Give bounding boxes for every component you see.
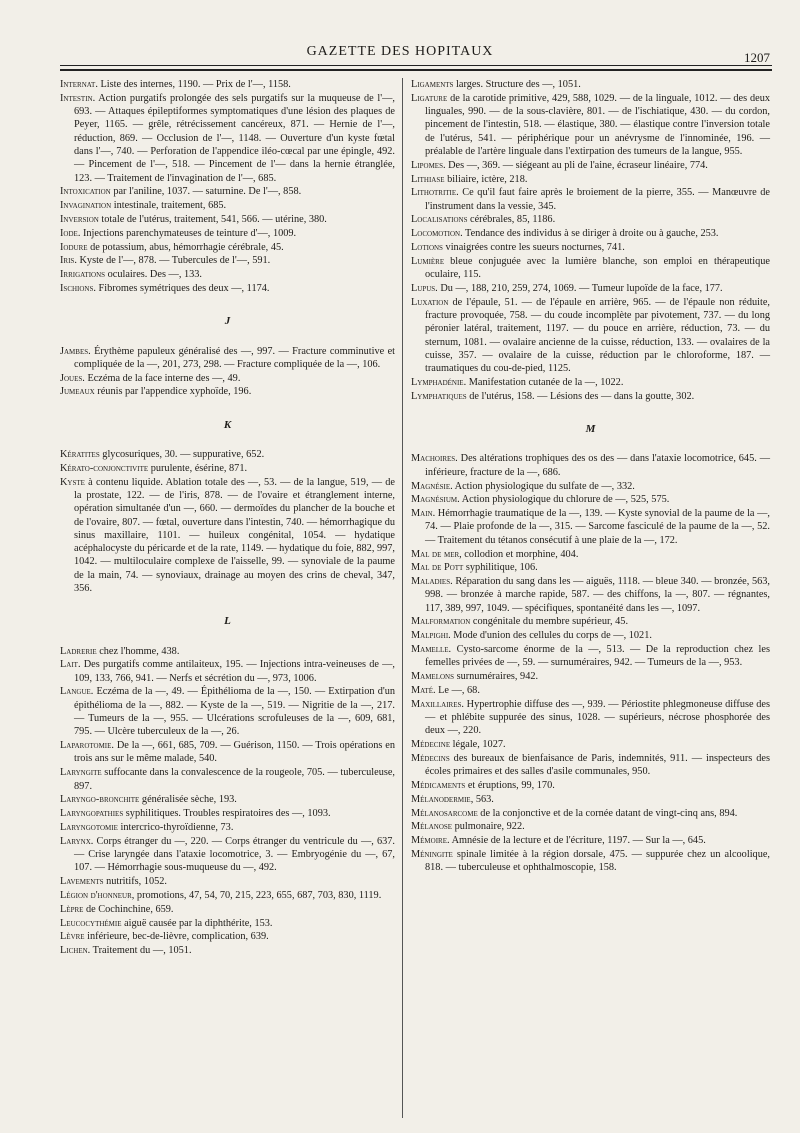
entry-headword: Maté.: [411, 684, 436, 696]
index-entry: [60, 448, 395, 461]
index-entry: [411, 296, 770, 376]
entry-headword: Mélanose: [411, 821, 453, 833]
entry-text: Corps étranger du —, 220. — Corps étranger du ventricule du —, 637. — Crise laryngée dans l'ataxie locomotrice, 3. — Embryogénie du —, 67, 107. — Hémorrhagie sous-muqueuse du —, 492.: [74, 835, 395, 874]
entry-headword: Iris.: [60, 255, 77, 267]
left-column: [60, 78, 395, 958]
entry-text: syphilitique, 106.: [463, 562, 538, 574]
entry-text: réunis par l'appendice xyphoïde, 196.: [94, 386, 252, 398]
entry-text: intercrico-thyroïdienne, 73.: [117, 821, 234, 833]
entry-headword: Lavements: [60, 876, 104, 888]
index-entry: [60, 92, 395, 185]
entry-headword: Médicaments: [411, 780, 466, 792]
entry-text: collodion et morphine, 404.: [461, 548, 579, 560]
index-entry: [411, 629, 770, 642]
entry-headword: Kyste: [60, 476, 85, 488]
entry-text: 563.: [473, 793, 494, 805]
entry-text: de Cochinchine, 659.: [83, 903, 174, 915]
entry-headword: Malformation: [411, 616, 471, 628]
entry-text: Des purgatifs comme antilaiteux, 195. — Injections intra-veineuses de —, 109, 133, 766, 941. — Nerfs et sécrétion du —, 973, 1006.: [74, 659, 395, 684]
entry-text: et éruptions, 99, 170.: [465, 780, 555, 792]
entry-headword: Locomotion.: [411, 228, 463, 240]
entry-headword: Laryngopathies: [60, 808, 124, 820]
entry-headword: Lipomes.: [411, 159, 446, 171]
index-entry: [60, 213, 395, 226]
entry-headword: Légion d'honneur,: [60, 889, 135, 901]
section-letter: L: [224, 615, 231, 628]
index-entry: [411, 159, 770, 172]
entry-text: inférieure, bec-de-lièvre, complication, 639.: [84, 931, 269, 943]
index-entry: [411, 493, 770, 506]
index-entry: [60, 227, 395, 240]
page-header: [0, 0, 800, 78]
entry-headword: Intestin.: [60, 92, 96, 104]
entry-headword: Mamelle.: [411, 644, 452, 656]
index-entry: [411, 575, 770, 615]
index-entry: [411, 548, 770, 561]
entry-text: de la carotide primitive, 429, 588, 1029. — de la linguale, 1012. — des deux linguales, 990. — de la sous-clavière, 801. — de l'ischiatique, 430. — du cordon, pincement de l'intestin, 518. — élastique, 380. — élastique contre l'inversion totale de l'utérus, 541. — périphérique pour un anévrysme de l'innominée, 196. — préalable de l'artère linguale dans l'extirpation des tumeurs de la langue, 955.: [425, 92, 770, 157]
index-entry: [60, 766, 395, 793]
page-number: 1207: [744, 50, 770, 65]
entry-headword: Localisations: [411, 214, 468, 226]
entry-text: promotions, 47, 54, 70, 215, 223, 655, 687, 703, 830, 1119.: [134, 889, 382, 901]
entry-headword: Mamelons: [411, 671, 454, 683]
index-entry: [60, 268, 395, 281]
header-rule-thin: [60, 65, 772, 66]
entry-headword: Jambes.: [60, 345, 91, 357]
entry-text: à contenu liquide. Ablation totale des —, 53. — de la langue, 519, — de la prostate, 122. — de l'iris, 878. — de l'ovaire et étranglement interne, opération simultanée d'un —, 660. — dermoïdes du plancher de la bouche et de l'ovaire, 807. — fœtal, ouverture dans l'intestin, 740. — hémorrhagique du sinus maxillaire, 1101. — huileux congénital, 1054. — hydatique acéphalocyste du péricarde et de la rate, 1149. — hydatique du foie, 882, 997, 1042. — multiloculaire complexe de l'aisselle, 99. — synoviale de la paume de la main, 74. — synoviaux, drainage au moyen des crins de cheval, 347, 356.: [74, 476, 395, 594]
entry-text: Liste des internes, 1190. — Prix de l'—, 1158.: [97, 79, 291, 90]
index-entry: [411, 507, 770, 547]
index-entry: [411, 670, 770, 683]
entry-text: purulente, ésérine, 871.: [148, 462, 248, 474]
index-entry: [411, 282, 770, 295]
index-entry: [60, 254, 395, 267]
entry-headword: Kérato-conjonctivite: [60, 462, 149, 474]
entry-headword: Lotions: [411, 242, 443, 254]
entry-headword: Kératites: [60, 449, 100, 461]
entry-headword: Ligaments: [411, 79, 454, 90]
entry-text: de l'utérus, 158. — Lésions des — dans la goutte, 302.: [466, 390, 695, 402]
index-entry: [60, 875, 395, 888]
index-entry: [411, 186, 770, 213]
index-entry: [60, 241, 395, 254]
index-entry: [60, 658, 395, 685]
index-entry: [411, 807, 770, 820]
index-entry: [411, 561, 770, 574]
entry-headword: Mal de mer,: [411, 548, 462, 560]
entry-headword: Invagination: [60, 200, 112, 212]
entry-headword: Lithotritie.: [411, 187, 459, 199]
entry-headword: Lait.: [60, 659, 81, 671]
entry-text: Des altérations trophiques des os des — dans l'ataxie locomotrice, 645. — inférieure, fracture de la —, 686.: [425, 453, 770, 478]
entry-headword: Leucocythémie: [60, 917, 122, 929]
entry-text: Amnésie de la lecture et de l'écriture, 1197. — Sur la —, 645.: [449, 835, 706, 847]
entry-text: de la conjonctive et de la cornée datant de vingt-cinq ans, 894.: [477, 807, 738, 819]
entry-headword: Laryngite: [60, 767, 102, 779]
entry-headword: Médecine: [411, 739, 451, 751]
entry-text: glycosuriques, 30. — suppurative, 652.: [99, 449, 265, 461]
index-entry: [60, 944, 395, 957]
entry-text: Traitement du —, 1051.: [90, 945, 192, 957]
entry-text: chez l'homme, 438.: [96, 645, 180, 657]
entry-headword: Laryngotomie: [60, 821, 118, 833]
index-entry: [411, 779, 770, 792]
entry-headword: Main.: [411, 508, 436, 520]
index-entry: [60, 185, 395, 198]
entry-text: spinale limitée à la région dorsale, 475. — suppurée chez un alcoolique, 818. — tuberculeuse et ophthalmoscopie, 158.: [425, 849, 770, 874]
index-entry: [60, 372, 395, 385]
entry-text: congénitale du membre supérieur, 45.: [470, 616, 629, 628]
index-entry: [60, 793, 395, 806]
entry-text: Action purgatifs prolongée des sels purgatifs sur la muqueuse de l'—, 693. — Attaques épileptiformes symptomatiques d'une lésion des plaques de Peyer, 1165. — grêle, rétrécissement cancéreux, 871. — Hernie de l'—, réduction, 869. — Occlusion de l'—, 1148. — Ouverture d'un kyste fœtal dans l'—, 740. — Perforation de l'appendice iléo-cœcal par une épingle, 492. — Pincement de l'—, 518. — Pincement de l'— dans la hernie étranglée, 123. — Traitement de l'invagination de l'—, 685.: [74, 92, 395, 184]
entry-headword: Laryngo-bronchite: [60, 794, 140, 806]
index-entry: [411, 615, 770, 628]
entry-text: Kyste de l'—, 878. — Tubercules de l'—, 591.: [76, 255, 271, 267]
index-entry: [411, 820, 770, 833]
entry-text: Du —, 188, 210, 259, 274, 1069. — Tumeur lupoïde de la face, 177.: [437, 282, 723, 294]
index-entry: [60, 385, 395, 398]
entry-text: Réparation du sang dans les — aiguës, 1118. — bleue 340. — bronzée, 563, 998. — bronzée à marche rapide, 587. — des chiffons, la —, 807. — régnantes, 117, 389, 997, 1049. — spécifiques, spontanéité dans les —, 1097.: [425, 576, 770, 614]
entry-headword: Mélanosarcome: [411, 807, 478, 819]
entry-headword: Iodure: [60, 241, 88, 253]
entry-headword: Internat.: [60, 79, 98, 90]
index-entry: [60, 78, 395, 91]
entry-text: Injections parenchymateuses de teinture d'—, 1009.: [80, 227, 297, 239]
entry-headword: Lupus.: [411, 282, 438, 294]
index-entry: [411, 376, 770, 389]
entry-text: Mode d'union des cellules du corps de —, 1021.: [450, 630, 652, 642]
entry-text: Action physiologique du chlorure de —, 525, 575.: [459, 494, 670, 506]
entry-headword: Médecins: [411, 752, 450, 764]
entry-headword: Maladies.: [411, 576, 453, 588]
index-entry: [411, 452, 770, 479]
entry-text: de potassium, abus, hémorrhagie cérébrale, 45.: [87, 241, 284, 253]
entry-text: syphilitiques. Troubles respiratoires des —, 1093.: [123, 808, 331, 820]
entry-text: Hypertrophie diffuse des —, 939. — Périostite phlegmoneuse diffuse des — et phlébite suppurée des sinus, 1028. — supérieurs, nécrose phosphorée des deux —, 220.: [425, 698, 770, 737]
entry-text: Érythème papuleux généralisé des —, 997. — Fracture comminutive et compliquée de la —, 201, 273, 298. — Fracture compliquée de la —, 106.: [74, 345, 395, 370]
index-entry: [60, 645, 395, 658]
index-entry: [411, 738, 770, 751]
index-entry: [411, 255, 770, 282]
header-rule-thick: [60, 69, 772, 71]
index-entry: [411, 643, 770, 670]
index-entry: [411, 92, 770, 158]
index-entry: [60, 345, 395, 372]
entry-headword: Lumière: [411, 255, 445, 267]
column-divider: [402, 78, 403, 1118]
entry-text: Ce qu'il faut faire après le broiement de la pierre, 355. — Manœuvre de l'instrument dans la vessie, 345.: [425, 187, 770, 212]
entry-text: Eczéma de la —, 49. — Épithélioma de la —, 150. — Extirpation d'un épithélioma de la —, 882. — Kyste de la —, 519. — Nigritie de la —, 217. — Tumeurs de la —, 955. — Ulcérations scrofuleuses de la —, 609, 681, 795. — Ulcère tuberculeux de la —, 26.: [74, 686, 395, 738]
index-entry: [411, 78, 770, 91]
entry-text: cérébrales, 85, 1186.: [467, 214, 556, 226]
entry-headword: Inversion: [60, 213, 99, 225]
index-entry: [60, 282, 395, 295]
entry-headword: Maxillaires.: [411, 698, 464, 710]
entry-text: par l'aniline, 1037. — saturnine. De l'—, 858.: [110, 186, 302, 198]
section-letter: J: [224, 315, 231, 328]
entry-text: De la —, 661, 685, 709. — Guérison, 1150. — Trois opérations en trois ans sur le même malade, 540.: [74, 740, 395, 765]
entry-text: pulmonaire, 922.: [452, 821, 525, 833]
entry-headword: Méningite: [411, 849, 453, 861]
entry-text: vinaigrées contre les sueurs nocturnes, 741.: [442, 242, 625, 254]
entry-text: Fibromes symétriques des deux —, 1174.: [95, 282, 270, 294]
index-entry: [60, 835, 395, 875]
entry-text: bleue conjuguée avec la lumière blanche, son emploi en thérapeutique oculaire, 115.: [425, 255, 770, 281]
index-entry: [60, 685, 395, 738]
index-entry: [60, 930, 395, 943]
entry-headword: Joues.: [60, 372, 85, 384]
entry-headword: Magnésium.: [411, 494, 460, 506]
entry-headword: Lichen.: [60, 945, 91, 957]
index-entry: [411, 227, 770, 240]
entry-text: légale, 1027.: [450, 739, 506, 751]
index-entry: [60, 199, 395, 212]
index-entry: [411, 213, 770, 226]
entry-headword: Lymphatiques: [411, 390, 467, 402]
entry-headword: Lithiase: [411, 173, 445, 185]
entry-text: nutritifs, 1052.: [103, 876, 167, 888]
entry-text: aiguë causée par la diphthérite, 153.: [121, 917, 273, 929]
index-entry: [60, 739, 395, 766]
index-entry: [60, 821, 395, 834]
entry-headword: Intoxication: [60, 186, 111, 198]
entry-text: Cysto-sarcome énorme de la —, 513. — De la reproduction chez les femelles privées de —, 59. — surnuméraires, 942. — Tumeurs de la —, 953.: [425, 644, 770, 669]
entry-headword: Langue.: [60, 686, 94, 698]
entry-text: Hémorrhagie traumatique de la —, 139. — Kyste synovial de la paume de la —, 74. — Plaie profonde de la —, 315. — Sarcome fasciculé de la paume de la —, 52. — Traitement du tétanos consécutif à une plaie de la —, 172.: [425, 508, 770, 546]
entry-text: larges. Structure des —, 1051.: [453, 79, 581, 90]
entry-headword: Luxation: [411, 296, 449, 308]
entry-text: généralisée sèche, 193.: [139, 794, 237, 806]
entry-text: totale de l'utérus, traitement, 541, 566. — utérine, 380.: [98, 213, 327, 225]
section-letter: K: [223, 418, 232, 431]
entry-headword: Magnésie.: [411, 480, 453, 492]
index-entry: [411, 390, 770, 403]
entry-headword: Ischions.: [60, 282, 96, 294]
entry-headword: Laparotomie.: [60, 740, 114, 752]
index-entry: [411, 173, 770, 186]
index-entry: [411, 241, 770, 254]
index-entry: [60, 903, 395, 916]
entry-headword: Ladrerie: [60, 645, 97, 657]
entry-headword: Jumeaux: [60, 386, 95, 398]
entry-headword: Mal de Pott: [411, 562, 464, 574]
entry-text: Action physiologique du sulfate de —, 332.: [452, 480, 635, 492]
index-entry: [411, 752, 770, 779]
entry-headword: Lèvre: [60, 931, 85, 943]
entry-text: Manifestation cutanée de la —, 1022.: [466, 377, 624, 389]
entry-text: Des —, 369. — siégeant au pli de l'aine, écraseur linéaire, 774.: [445, 159, 708, 171]
entry-headword: Iode.: [60, 227, 81, 239]
entry-text: biliaire, ictère, 218.: [444, 173, 528, 185]
entry-text: oculaires. Des —, 133.: [105, 269, 202, 281]
entry-headword: Malpighi.: [411, 630, 451, 642]
entry-headword: Lymphadénie.: [411, 377, 467, 389]
entry-headword: Lèpre: [60, 903, 84, 915]
right-column: [411, 78, 770, 875]
index-entry: [411, 834, 770, 847]
index-entry: [411, 698, 770, 738]
entry-text: intestinale, traitement, 685.: [111, 200, 227, 212]
entry-text: Eczéma de la face interne des —, 49.: [84, 372, 241, 384]
entry-headword: Ligature: [411, 92, 448, 104]
entry-headword: Machoires.: [411, 453, 458, 465]
section-letter: M: [585, 423, 596, 436]
index-entry: [60, 462, 395, 475]
index-entry: [60, 807, 395, 820]
index-entry: [60, 476, 395, 596]
entry-text: de l'épaule, 51. — de l'épaule en arrière, 965. — de l'épaule non réduite, fracture provoquée, 758. — du coude incomplète par pivotement, 737. — du long péronier latéral, traitement, 1197. — du pouce en arrière, réduction, 73. — du sternum, 1081. — ovalaire ancienne de la cuisse, réduction, 133. — ovalaires de la cuisse, 357. — ovalaire de la cuisse, réduction par le chloroforme, 187. — traumatiques du cou-de-pied, 1125.: [425, 296, 770, 375]
entry-headword: Larynx.: [60, 835, 94, 847]
index-entry: [60, 889, 395, 902]
index-entry: [60, 917, 395, 930]
entry-text: des bureaux de bienfaisance de Paris, indemnités, 911. — inspecteurs des écoles primaires et des salles d'asile communales, 950.: [425, 752, 770, 778]
index-entry: [411, 480, 770, 493]
index-entry: [411, 793, 770, 806]
index-entry: [411, 684, 770, 697]
entry-headword: Mélanodermie,: [411, 793, 474, 805]
journal-title: GAZETTE DES HOPITAUX: [306, 44, 494, 59]
index-entry: [411, 848, 770, 875]
entry-text: suffocante dans la convalescence de la rougeole, 705. — tuberculeuse, 897.: [74, 767, 395, 792]
entry-text: Le —, 68.: [435, 684, 480, 696]
entry-text: surnuméraires, 942.: [454, 671, 539, 683]
entry-headword: Irrigations: [60, 269, 106, 281]
entry-text: Tendance des individus à se diriger à droite ou à gauche, 253.: [462, 228, 719, 240]
entry-headword: Mémoire.: [411, 835, 450, 847]
